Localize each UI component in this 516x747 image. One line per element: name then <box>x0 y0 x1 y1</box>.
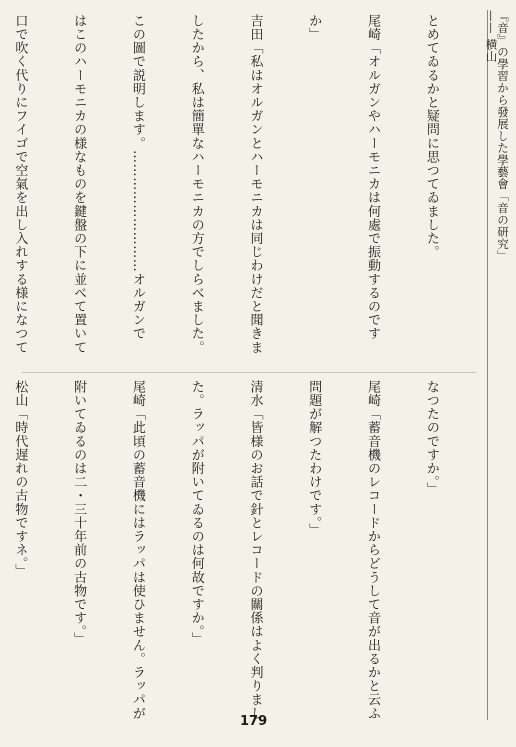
running-header: 『音』の學習から發展した學藝會「音の研究」—— 横山 <box>484 10 510 257</box>
text-line: なつたのですか。」 <box>423 380 439 496</box>
text-line: 尾崎「此頃の蓄音機にはラッパは使ひません。ラッパが <box>129 380 145 720</box>
text-line: 尾崎「オルガンやハーモニカは何處で振動するのです <box>365 14 381 341</box>
text-line: 尾崎「蓄音機のレコードからどうして音が出るかと云ふ <box>365 380 381 720</box>
section-divider <box>22 372 476 373</box>
text-line: とめてゐるかと疑問に思つてゐました。 <box>423 14 439 259</box>
text-line: た。ラッパが附いてゐるのは何故ですか。」 <box>188 380 204 646</box>
text-line: か」 <box>306 14 322 42</box>
text-line: 清水「皆様のお話で針とレコードの關係はよく判りまし <box>247 380 263 720</box>
text-line: 問題が解つたわけです。」 <box>306 380 322 537</box>
text-line: 吉田「私はオルガンとハーモニカは同じわけだと聞きま <box>247 14 263 354</box>
text-line: この圖で説明します。………………………オルガンで <box>129 14 145 341</box>
text-line: したから、私は簡單なハーモニカの方でしらべました。 <box>188 14 204 354</box>
page-number: 179 <box>240 714 268 729</box>
text-line: はこのハーモニカの様なものを鍵盤の下に並べて置いて <box>71 14 87 354</box>
bottom-text-block <box>0 380 480 720</box>
text-line: 口で吹く代りにフイゴで空氣を出し入れする様になつて <box>12 14 28 354</box>
text-line: 松山「時代遅れの古物ですネ。」 <box>12 380 28 578</box>
text-line: 附いてゐるのは二・三十年前の古物です。」 <box>71 380 87 646</box>
top-text-block <box>0 14 480 369</box>
